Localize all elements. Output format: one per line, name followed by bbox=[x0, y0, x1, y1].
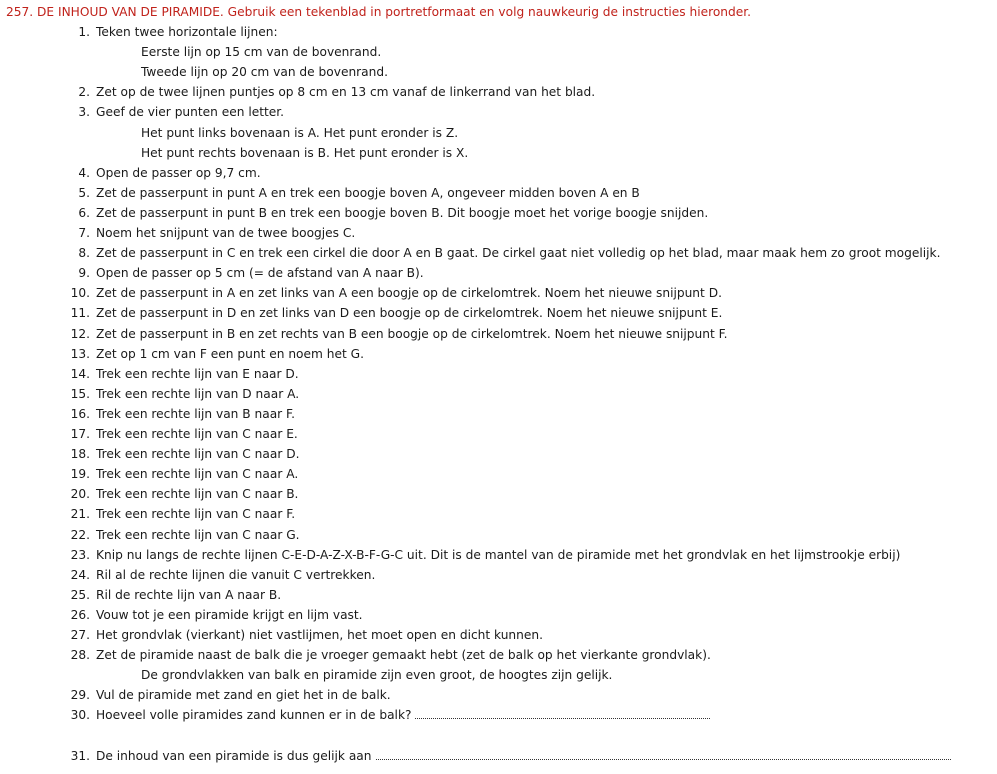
instruction-number: 17. bbox=[70, 427, 90, 441]
instruction-text: Noem het snijpunt van de twee boogjes C. bbox=[96, 226, 356, 240]
instruction-text: Trek een rechte lijn van C naar F. bbox=[96, 507, 296, 522]
instruction-number: 21. bbox=[70, 507, 90, 522]
instruction-subitem: Eerste lijn op 15 cm van de bovenrand. bbox=[141, 45, 382, 60]
instruction-text: Zet de passerpunt in punt B en trek een boogje boven B. Dit boogje moet het vorige boogje snijden. bbox=[96, 205, 709, 220]
instruction-text: Ril al de rechte lijnen die vanuit C vertrekken. bbox=[96, 567, 376, 582]
instruction-number: 29. bbox=[70, 688, 90, 703]
instruction-number: 15. bbox=[70, 386, 90, 401]
instruction-text: Zet de piramide naast de balk die je vroeger gemaakt hebt (zet de balk op het vierkante grondvlak). bbox=[96, 648, 711, 663]
instruction-number: 20. bbox=[70, 487, 90, 502]
instruction-number: 10. bbox=[70, 286, 90, 301]
instruction-number: 18. bbox=[70, 447, 90, 462]
instruction-text: De inhoud van een piramide is dus gelijk aan bbox=[96, 749, 951, 763]
instruction-subitem: De grondvlakken van balk en piramide zijn even groot, de hoogtes zijn gelijk. bbox=[141, 668, 613, 683]
instruction-text: Geef de vier punten een letter. bbox=[96, 105, 285, 120]
instruction-text: Zet op de twee lijnen puntjes op 8 cm en 13 cm vanaf de linkerrand van het blad. bbox=[96, 85, 596, 100]
instruction-number: 2. bbox=[78, 85, 90, 100]
instruction-number: 1. bbox=[78, 25, 90, 39]
instruction-text: Hoeveel volle piramides zand kunnen er in de balk? bbox=[96, 708, 710, 722]
instruction-number: 25. bbox=[70, 587, 90, 602]
instruction-text: Teken twee horizontale lijnen: bbox=[96, 25, 278, 39]
instruction-subitem: Het punt links bovenaan is A. Het punt eronder is Z. bbox=[141, 125, 459, 140]
instruction-subitem: Tweede lijn op 20 cm van de bovenrand. bbox=[141, 65, 388, 80]
instruction-number: 4. bbox=[78, 165, 90, 180]
instruction-text: Vouw tot je een piramide krijgt en lijm vast. bbox=[96, 607, 363, 622]
instruction-text: Zet op 1 cm van F een punt en noem het G. bbox=[96, 346, 364, 361]
answer-dotted-line[interactable] bbox=[376, 749, 951, 760]
instruction-text: Ril de rechte lijn van A naar B. bbox=[96, 587, 282, 602]
instruction-number: 22. bbox=[70, 527, 90, 542]
instruction-number: 14. bbox=[70, 366, 90, 381]
instruction-text: Zet de passerpunt in B en zet rechts van B een boogje op de cirkelomtrek. Noem het nieuwe snijpunt F. bbox=[96, 326, 728, 341]
instruction-number: 26. bbox=[70, 607, 90, 622]
worksheet-title: 257. DE INHOUD VAN DE PIRAMIDE. Gebruik een tekenblad in portretformaat en volg nauwkeurig de instructies hieronder. bbox=[6, 5, 751, 19]
instruction-number: 24. bbox=[70, 567, 90, 582]
instruction-number: 19. bbox=[70, 467, 90, 482]
instruction-number: 3. bbox=[78, 105, 90, 120]
instruction-number: 31. bbox=[70, 748, 90, 763]
instruction-subitem: Het punt rechts bovenaan is B. Het punt eronder is X. bbox=[141, 145, 469, 160]
instruction-text: Trek een rechte lijn van D naar A. bbox=[96, 386, 300, 401]
instruction-text: Trek een rechte lijn van B naar F. bbox=[96, 406, 295, 421]
instruction-text: Trek een rechte lijn van E naar D. bbox=[96, 366, 299, 381]
instruction-text: Trek een rechte lijn van C naar G. bbox=[96, 527, 300, 542]
instruction-text: Open de passer op 9,7 cm. bbox=[96, 165, 261, 180]
instruction-text: Trek een rechte lijn van C naar D. bbox=[96, 447, 300, 462]
instruction-text: Knip nu langs de rechte lijnen C-E-D-A-Z-X-B-F-G-C uit. Dit is de mantel van de piramide met het grondvlak en het lijmstrookje erbij) bbox=[96, 547, 901, 562]
instruction-number: 12. bbox=[70, 326, 90, 341]
instruction-text: Trek een rechte lijn van C naar E. bbox=[96, 427, 298, 441]
instruction-text: Trek een rechte lijn van C naar A. bbox=[96, 467, 299, 482]
instruction-number: 8. bbox=[78, 246, 90, 261]
instruction-number: 16. bbox=[70, 406, 90, 421]
instruction-text: Zet de passerpunt in A en zet links van A een boogje op de cirkelomtrek. Noem het nieuwe snijpunt D. bbox=[96, 286, 722, 301]
instruction-text: Open de passer op 5 cm (= de afstand van A naar B). bbox=[96, 266, 424, 281]
instruction-text: Zet de passerpunt in D en zet links van D een boogje op de cirkelomtrek. Noem het nieuwe snijpunt E. bbox=[96, 306, 723, 321]
answer-dotted-line[interactable] bbox=[415, 708, 710, 719]
instruction-number: 5. bbox=[78, 185, 90, 200]
instruction-text: Zet de passerpunt in punt A en trek een boogje boven A, ongeveer midden boven A en B bbox=[96, 185, 640, 200]
instruction-number: 11. bbox=[70, 306, 90, 321]
instruction-text: Zet de passerpunt in C en trek een cirkel die door A en B gaat. De cirkel gaat niet volledig op het blad, maar maak hem zo groot mogelijk. bbox=[96, 246, 941, 261]
instruction-text: Trek een rechte lijn van C naar B. bbox=[96, 487, 299, 502]
instruction-number: 9. bbox=[78, 266, 90, 281]
instruction-number: 23. bbox=[70, 547, 90, 562]
instruction-number: 13. bbox=[70, 346, 90, 361]
instruction-text: Het grondvlak (vierkant) niet vastlijmen, het moet open en dicht kunnen. bbox=[96, 628, 543, 642]
instruction-number: 7. bbox=[78, 226, 90, 240]
instruction-number: 27. bbox=[70, 628, 90, 642]
instruction-number: 6. bbox=[78, 205, 90, 220]
instruction-number: 30. bbox=[70, 708, 90, 723]
instruction-text: Vul de piramide met zand en giet het in de balk. bbox=[96, 688, 391, 703]
instruction-number: 28. bbox=[70, 648, 90, 663]
